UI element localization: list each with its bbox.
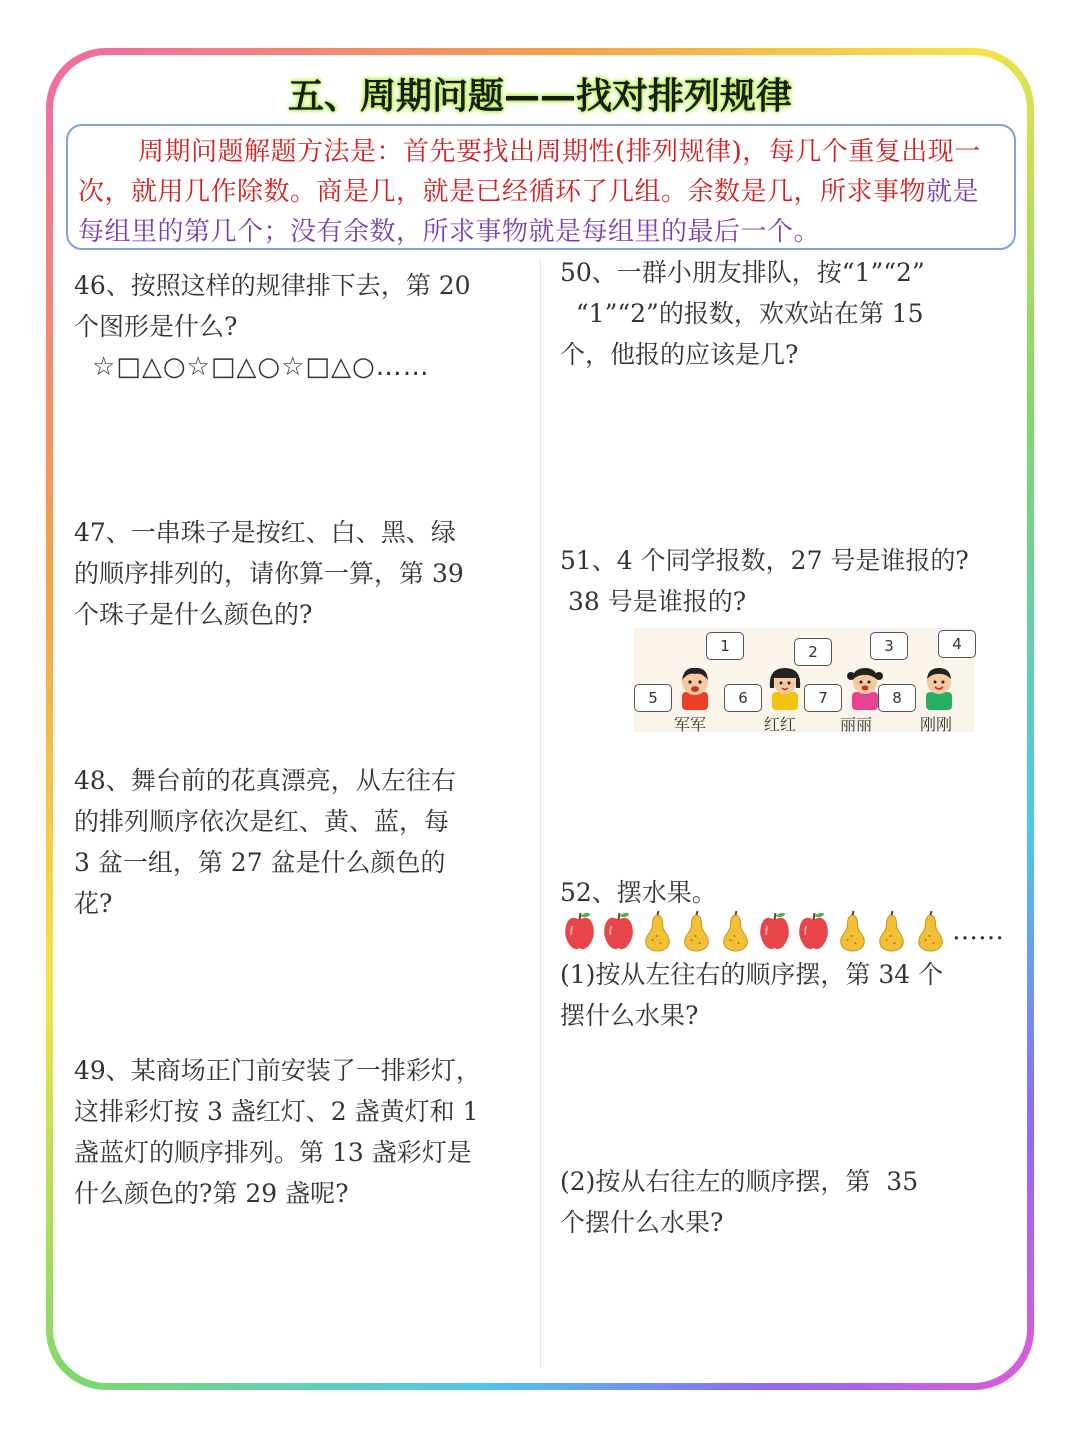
pear-icon	[833, 910, 872, 952]
q51-line: 51、4 个同学报数，27 号是谁报的?	[560, 546, 969, 575]
fruit-ellipsis: ……	[952, 916, 1004, 946]
kid-name: 军军	[674, 715, 707, 734]
q49-line: 什么颜色的?第 29 盏呢?	[74, 1179, 349, 1208]
method-purple-text: 就是每组里的第几个；没有余数，所求事物就是每组里的最后一个。	[78, 177, 980, 247]
q46-line: 个图形是什么?	[74, 312, 238, 341]
pear-icon	[872, 910, 911, 952]
q49-line: 49、某商场正门前安装了一排彩灯，	[74, 1056, 481, 1085]
apple-icon	[755, 910, 794, 952]
question-46	[74, 265, 534, 388]
q47-line: 47、一串珠子是按红、白、黑、绿	[74, 518, 456, 547]
q50-line: 个，他报的应该是几?	[560, 340, 799, 369]
q52-title: 52、摆水果。	[560, 878, 717, 907]
q47-line: 个珠子是什么颜色的?	[74, 600, 313, 629]
apple-icon	[599, 910, 638, 952]
q46-line: 46、按照这样的规律排下去，第 20	[74, 271, 471, 300]
q47-line: 的顺序排列的，请你算一算，第 39	[74, 559, 464, 588]
question-48	[74, 760, 534, 924]
page-title: 五、周期问题——找对排列规律	[287, 76, 792, 117]
method-red-text: 周期问题解题方法是：首先要找出周期性(排列规律)，每几个重复出现一次，就用几作除数。商是几，就是已经循环了几组。余数是几，所求事物	[78, 137, 981, 207]
q49-line: 这排彩灯按 3 盏红灯、2 盏黄灯和 1	[74, 1097, 479, 1126]
q51-line: 38 号是谁报的?	[560, 587, 747, 616]
pear-icon	[911, 910, 950, 952]
speech-bubble: 5	[634, 684, 672, 712]
boy-ganggang-icon	[914, 662, 964, 710]
speech-bubble: 4	[938, 630, 976, 658]
q46-shape-sequence: ☆□△○☆□△○☆□△○……	[92, 352, 430, 382]
q50-line: 50、一群小朋友排队，按“1”“2”	[560, 258, 925, 287]
speech-bubble: 1	[706, 632, 744, 660]
speech-bubble: 8	[878, 684, 916, 712]
question-52-title	[560, 872, 1020, 913]
kid-name: 丽丽	[840, 715, 873, 734]
q48-line: 花?	[74, 889, 113, 918]
pear-icon	[716, 910, 755, 952]
speech-bubble: 2	[794, 638, 832, 666]
kid-name: 刚刚	[920, 715, 953, 734]
girl-honghong-icon	[760, 662, 810, 710]
fruit-sequence	[560, 910, 1004, 952]
apple-icon	[560, 910, 599, 952]
kid-name: 红红	[764, 715, 797, 734]
q52-part1-line: 摆什么水果?	[560, 1001, 699, 1030]
question-47	[74, 512, 534, 635]
pear-icon	[638, 910, 677, 952]
q48-line: 的排列顺序依次是红、黄、蓝，每	[74, 807, 450, 836]
boy-junjun-icon	[670, 662, 720, 710]
pear-icon	[677, 910, 716, 952]
q52-part1-line: (1)按从左往右的顺序摆，第 34 个	[560, 960, 944, 989]
q48-line: 48、舞台前的花真漂亮，从左往右	[74, 766, 456, 795]
q52-part2-line: (2)按从右往左的顺序摆，第 35	[560, 1167, 919, 1196]
kids-counting-illustration	[634, 628, 974, 732]
question-52-part2	[560, 1161, 1020, 1243]
speech-bubble: 7	[804, 684, 842, 712]
q49-line: 盏蓝灯的顺序排列。第 13 盏彩灯是	[74, 1138, 472, 1167]
q52-part2-line: 个摆什么水果?	[560, 1208, 724, 1237]
question-50	[560, 252, 1020, 375]
method-box	[66, 124, 1016, 250]
q48-line: 3 盆一组，第 27 盆是什么颜色的	[74, 848, 446, 877]
q50-line: “1”“2”的报数，欢欢站在第 15	[560, 299, 924, 328]
question-49	[74, 1050, 534, 1214]
question-52-part1	[560, 954, 1020, 1036]
column-divider	[540, 258, 541, 1368]
question-51	[560, 540, 1020, 622]
apple-icon	[794, 910, 833, 952]
speech-bubble: 6	[724, 684, 762, 712]
speech-bubble: 3	[870, 632, 908, 660]
